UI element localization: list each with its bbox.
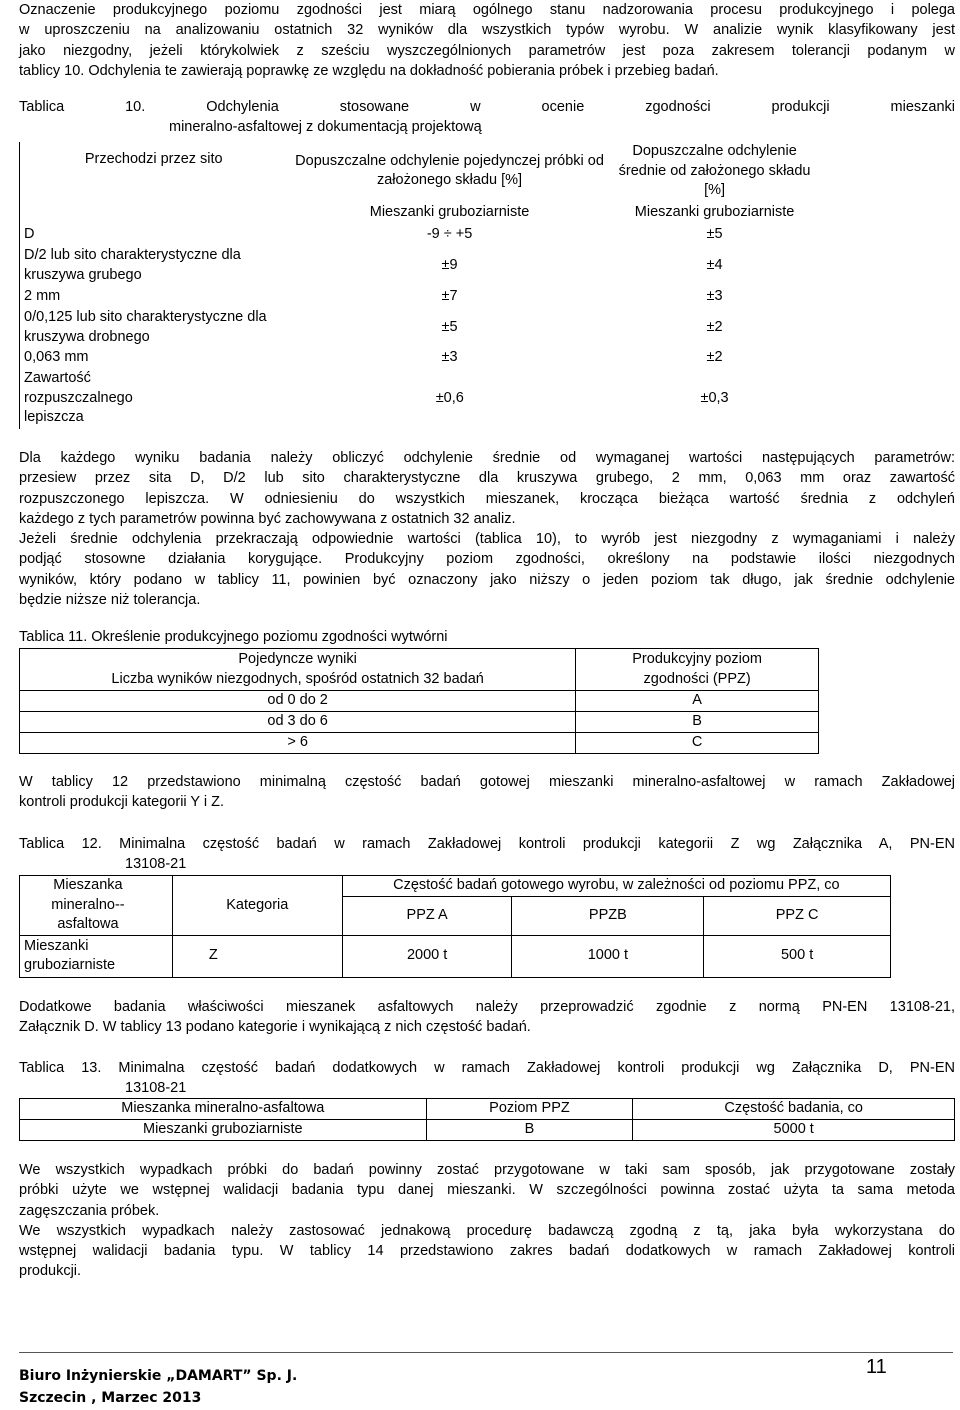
text-line: Załącznik D. W tablicy 13 podano kategorie i wynikającą z nich częstość badań. xyxy=(19,1019,531,1036)
subheader-cell: PPZB xyxy=(512,897,704,935)
text-line: podjąć stosowne działania korygujące. Produkcyjny poziom zgodności, określony na podstawie ilości niezgodnych xyxy=(19,551,955,568)
page-number: 11 xyxy=(866,1356,887,1378)
text-line: każdego z tych parametrów powinna być zachowywana z ostatnich 32 analiz. xyxy=(19,510,516,527)
text-line: rozpuszczonego lepiszcza. W odniesieniu do wszystkich mieszanek, krocząca bieżąca wartość średnia z odchyleń xyxy=(19,490,955,507)
group-header-cell: Częstość badań gotowego wyrobu, w zależności od poziomu PPZ, co xyxy=(342,876,890,897)
cell: ±5 xyxy=(441,318,458,335)
cell: od 3 do 6 xyxy=(20,712,576,733)
header-cell xyxy=(576,649,819,691)
cell: ±3 xyxy=(706,287,723,304)
text-line: zagęszczania próbek. xyxy=(19,1202,160,1219)
header-cell: Dopuszczalne odchylenie średnie od założonego składu [%] xyxy=(618,143,811,198)
cell: Z xyxy=(172,935,342,977)
cell: B xyxy=(576,712,819,733)
header-cell: Częstość badania, co xyxy=(633,1099,955,1120)
table12 xyxy=(19,875,891,978)
cell: 1000 t xyxy=(512,935,704,977)
cell: Zawartość rozpuszczalnego lepiszcza xyxy=(24,370,133,426)
subheader-cell: Mieszanki gruboziarniste xyxy=(369,203,530,220)
cell: ±7 xyxy=(441,287,458,304)
text-line: jako niezgodny, jeżeli którykolwiek z sześciu wyszczególnionych parametrów jest poza zakresem tolerancji podanym w xyxy=(19,42,955,59)
table-row xyxy=(20,369,818,429)
text-line: tablicy 10. Odchylenia te zawierają poprawkę ze względu na dokładność pobierania próbek i przebieg badań. xyxy=(19,62,719,79)
header-cell: Dopuszczalne odchylenie pojedynczej próbki od założonego składu [%] xyxy=(295,152,604,189)
cell: 500 t xyxy=(704,935,891,977)
caption-line: 13108-21 xyxy=(125,1080,187,1096)
subheader-cell: PPZ C xyxy=(704,897,891,935)
table10-caption xyxy=(19,97,955,137)
header-text: Produkcyjny poziom xyxy=(632,651,762,667)
header-cell xyxy=(20,649,576,691)
header-text: Pojedyncze wyniki xyxy=(238,651,357,667)
table10 xyxy=(19,142,817,429)
table-row xyxy=(20,225,818,246)
text-line: próbki użyte we wstępnej walidacji badania typu danej mieszanki. W szczególności powinna zostać użyta ta sama metoda xyxy=(19,1182,955,1199)
cell: Mieszanki gruboziarniste xyxy=(20,1120,427,1141)
table-row xyxy=(20,733,819,754)
cell: od 0 do 2 xyxy=(20,691,576,712)
text-line: wyników, który podano w tablicy 11, powinien być oznaczony jako niższy o jeden poziom tak długo, jak średnie odchylenie xyxy=(19,571,955,588)
evaluation-paragraph xyxy=(19,448,955,610)
table-row xyxy=(20,691,819,712)
cell: > 6 xyxy=(20,733,576,754)
table-row xyxy=(20,286,818,308)
cell: ±9 xyxy=(441,256,458,273)
header-text: zgodności (PPZ) xyxy=(643,670,751,687)
cell: ±0,6 xyxy=(435,389,464,406)
cell: -9 ÷ +5 xyxy=(426,226,473,243)
table11 xyxy=(19,648,819,754)
closing-paragraph xyxy=(19,1160,955,1282)
table-row xyxy=(20,712,819,733)
cell: C xyxy=(576,733,819,754)
cell: B xyxy=(426,1120,633,1141)
header-cell: Poziom PPZ xyxy=(426,1099,633,1120)
header-text: Liczba wyników niezgodnych, spośród ostatnich 32 badań xyxy=(111,670,484,687)
caption-line: Tablica 10. Odchylenia stosowane w ocenie zgodności produkcji mieszanki xyxy=(19,99,955,115)
text-line: produkcji. xyxy=(19,1263,82,1280)
text-line: Dodatkowe badania właściwości mieszanek asfaltowych należy przeprowadzić zgodnie z normą PN-EN 13108-21, xyxy=(19,999,955,1015)
footer-place-date: Szczecin , Marzec 2013 xyxy=(19,1390,202,1406)
cell: 0,063 mm xyxy=(24,349,89,366)
cell: ±2 xyxy=(706,349,723,366)
table-row xyxy=(20,348,818,369)
table12-caption xyxy=(19,834,955,874)
cell: ±5 xyxy=(706,226,723,243)
header-cell: Mieszanka mineralno-asfaltowa xyxy=(20,1099,427,1120)
header-cell xyxy=(20,201,288,225)
cell: A xyxy=(576,691,819,712)
table-row xyxy=(20,935,891,977)
cell: D xyxy=(24,226,35,243)
text-line: Jeżeli średnie odchylenia przekraczają odpowiednie wartości (tablica 10), to wyrób jest niezgodny z wymaganiami i należy xyxy=(19,531,955,548)
cell: ±2 xyxy=(706,318,723,335)
caption-line: mineralno-asfaltowej z dokumentacją projektową xyxy=(169,119,482,135)
table13-caption xyxy=(19,1058,955,1098)
caption-line: Tablica 12. Minimalna częstość badań w ramach Zakładowej kontroli produkcji kategorii Z wg Załącznika A, PN-EN xyxy=(19,836,955,852)
text-line: Oznaczenie produkcyjnego poziomu zgodności jest miarą ogólnego stanu nadzorowania procesu produkcyjnego i polega xyxy=(19,2,955,18)
text-line: będzie niższe niż tolerancja. xyxy=(19,592,201,609)
table13 xyxy=(19,1098,955,1141)
cell: 2 mm xyxy=(24,287,61,304)
header-cell: Kategoria xyxy=(172,876,342,936)
footer-company: Biuro Inżynierskie „DAMART” Sp. J. xyxy=(19,1368,298,1384)
text-line: We wszystkich wypadkach należy zastosować jednakową procedurę badawczą zgodną z tą, jaka była wykorzystana do xyxy=(19,1222,955,1239)
cell: ±0,3 xyxy=(700,389,729,406)
text-line: w uproszczeniu na analizowaniu ostatnich 32 wyników dla wszystkich typów wyrobu. W analizie wynik klasyfikowany jest xyxy=(19,22,955,39)
header-cell: Mieszanka mineralno-asfaltowa xyxy=(20,876,173,936)
text-line: kontroli produkcji kategorii Y i Z. xyxy=(19,794,224,811)
table13-intro-paragraph xyxy=(19,997,955,1038)
caption-line: Tablica 13. Minimalna częstość badań dodatkowych w ramach Zakładowej kontroli produkcji wg Załącznika D, PN-EN xyxy=(19,1060,955,1076)
header-cell: Przechodzi przez sito xyxy=(84,151,223,167)
cell: Mieszanki gruboziarniste xyxy=(20,935,173,977)
caption-line: 13108-21 xyxy=(125,856,187,872)
table-row xyxy=(20,1120,955,1141)
text-line: wstępnej walidacji badania typu. W tablicy 14 przedstawiono zakres badań dodatkowych w ramach Zakładowej kontroli xyxy=(19,1243,955,1260)
table12-intro-paragraph xyxy=(19,772,955,813)
intro-paragraph xyxy=(19,0,955,81)
table-row xyxy=(20,308,818,348)
text-line: Dla każdego wyniku badania należy obliczyć odchylenie średnie od wymaganej wartości następujących parametrów: xyxy=(19,450,955,466)
table-row xyxy=(20,246,818,286)
subheader-cell: Mieszanki gruboziarniste xyxy=(634,203,795,220)
text-line: W tablicy 12 przedstawiono minimalną częstość badań gotowej mieszanki mineralno-asfaltowej w ramach Zakładowej xyxy=(19,774,955,790)
cell: 0/0,125 lub sito charakterystyczne dla kruszywa drobnego xyxy=(24,309,267,345)
table11-caption: Tablica 11. Określenie produkcyjnego poziomu zgodności wytwórni xyxy=(19,629,448,645)
cell: D/2 lub sito charakterystyczne dla kruszywa grubego xyxy=(24,247,241,283)
cell: 5000 t xyxy=(633,1120,955,1141)
footer-divider xyxy=(19,1352,953,1353)
text-line: We wszystkich wypadkach próbki do badań powinny zostać przygotowane w taki sam sposób, jak przygotowane zostały xyxy=(19,1162,955,1178)
subheader-cell: PPZ A xyxy=(342,897,512,935)
cell: 2000 t xyxy=(342,935,512,977)
cell: ±3 xyxy=(441,349,458,366)
text-line: przesiew przez sita D, D/2 lub sito charakterystyczne dla kruszywa grubego, 2 mm, 0,063 mm oraz zawartość xyxy=(19,470,955,487)
cell: ±4 xyxy=(706,256,723,273)
